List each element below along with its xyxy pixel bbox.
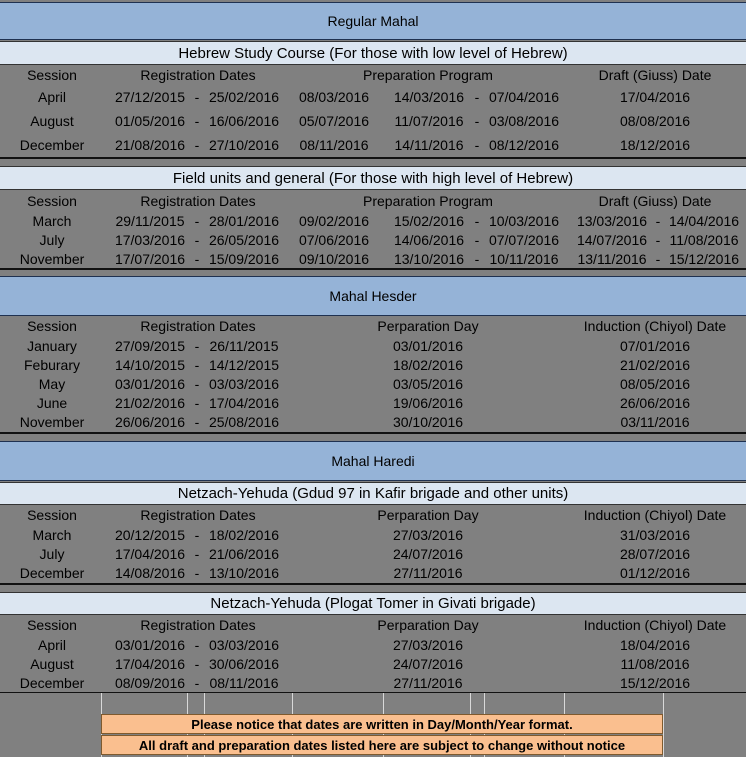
registration-start: 21/08/2016 bbox=[114, 137, 186, 153]
preparation-date: 07/06/2016 bbox=[298, 231, 370, 248]
field-header-row bbox=[0, 191, 746, 211]
preparation-start: 11/07/2016 bbox=[394, 113, 464, 129]
header-draft: Draft (Giuss) Date bbox=[598, 193, 712, 209]
date-dash: - bbox=[194, 394, 200, 411]
preparation-start: 14/06/2016 bbox=[393, 231, 465, 248]
induction-date: 21/02/2016 bbox=[619, 356, 691, 373]
registration-end: 21/06/2016 bbox=[208, 545, 280, 562]
draft-start: 13/03/2016 bbox=[576, 212, 648, 229]
registration-start: 27/09/2015 bbox=[114, 337, 186, 354]
session-name: March bbox=[32, 526, 72, 543]
registration-end: 30/06/2016 bbox=[208, 655, 280, 672]
header-induction: Induction (Chiyol) Date bbox=[583, 318, 727, 334]
registration-start: 03/01/2016 bbox=[114, 375, 186, 392]
hebrew-course-title bbox=[0, 41, 746, 65]
date-dash: - bbox=[655, 250, 661, 267]
draft-date: 08/08/2016 bbox=[619, 113, 691, 129]
preparation-start: 15/02/2016 bbox=[393, 212, 465, 229]
preparation-day: 19/06/2016 bbox=[392, 394, 464, 411]
draft-end: 11/08/2016 bbox=[669, 231, 739, 248]
date-dash: - bbox=[194, 137, 200, 153]
header-preparation-day: Perparation Day bbox=[377, 318, 479, 334]
kafir-header-row bbox=[0, 505, 746, 525]
table-row bbox=[0, 133, 746, 159]
date-dash: - bbox=[194, 113, 200, 129]
preparation-day: 30/10/2016 bbox=[392, 414, 464, 430]
preparation-day: 27/03/2016 bbox=[392, 636, 464, 653]
regular-mahal-title bbox=[0, 2, 746, 40]
preparation-date: 08/03/2016 bbox=[298, 89, 370, 105]
registration-end: 28/01/2016 bbox=[208, 212, 280, 229]
change-notice-note bbox=[101, 735, 663, 755]
header-registration: Registration Dates bbox=[140, 67, 256, 83]
kafir-title-text: Netzach-Yehuda (Gdud 97 in Kafir brigade and other units) bbox=[177, 485, 569, 502]
date-dash: - bbox=[194, 526, 200, 543]
session-name: July bbox=[39, 231, 65, 248]
table-row bbox=[0, 374, 746, 393]
table-row bbox=[0, 654, 746, 673]
header-session: Session bbox=[27, 193, 77, 209]
regular-mahal-title-text: Regular Mahal bbox=[327, 13, 419, 29]
preparation-start: 13/10/2016 bbox=[393, 250, 465, 267]
registration-start: 27/12/2015 bbox=[114, 89, 186, 105]
draft-start: 13/11/2016 bbox=[577, 250, 647, 267]
date-dash: - bbox=[194, 250, 200, 267]
date-dash: - bbox=[474, 212, 480, 229]
preparation-day: 24/07/2016 bbox=[392, 655, 464, 672]
header-registration: Registration Dates bbox=[140, 507, 256, 523]
registration-end: 26/05/2016 bbox=[208, 231, 280, 248]
header-preparation-day: Perparation Day bbox=[377, 617, 479, 633]
registration-end: 25/02/2016 bbox=[208, 89, 280, 105]
table-row bbox=[0, 211, 746, 230]
header-induction: Induction (Chiyol) Date bbox=[583, 507, 727, 523]
field-units-title-text: Field units and general (For those with high level of Hebrew) bbox=[172, 169, 574, 187]
date-dash: - bbox=[474, 113, 480, 129]
hebrew-header-row bbox=[0, 65, 746, 85]
session-name: April bbox=[37, 89, 66, 105]
mahal-haredi-title-text: Mahal Haredi bbox=[331, 453, 415, 469]
change-notice-note-text: All draft and preparation dates listed here are subject to change without notice bbox=[138, 737, 626, 753]
induction-date: 03/11/2016 bbox=[620, 414, 690, 430]
givati-header-row bbox=[0, 615, 746, 635]
registration-end: 13/10/2016 bbox=[208, 565, 280, 581]
session-name: August bbox=[30, 655, 74, 672]
givati-title-text: Netzach-Yehuda (Plogat Tomer in Givati brigade) bbox=[210, 595, 536, 612]
preparation-day: 24/07/2016 bbox=[392, 545, 464, 562]
table-row bbox=[0, 336, 746, 355]
draft-date: 17/04/2016 bbox=[619, 89, 691, 105]
date-dash: - bbox=[655, 231, 661, 248]
preparation-end: 10/03/2016 bbox=[488, 212, 560, 229]
registration-end: 08/11/2016 bbox=[209, 674, 279, 691]
session-name: July bbox=[39, 545, 65, 562]
registration-end: 16/06/2016 bbox=[208, 113, 280, 129]
mahal-hesder-title-text: Mahal Hesder bbox=[329, 288, 417, 304]
registration-end: 26/11/2015 bbox=[209, 337, 279, 354]
registration-start: 26/06/2016 bbox=[114, 414, 186, 430]
date-dash: - bbox=[194, 565, 200, 581]
session-name: April bbox=[37, 636, 66, 653]
date-format-note-text: Please notice that dates are written in Day/Month/Year format. bbox=[191, 716, 573, 732]
kafir-title bbox=[0, 482, 746, 505]
table-row bbox=[0, 412, 746, 434]
registration-start: 01/05/2016 bbox=[114, 113, 186, 129]
date-dash: - bbox=[194, 89, 200, 105]
draft-end: 15/12/2016 bbox=[668, 250, 740, 267]
session-name: December bbox=[19, 565, 85, 581]
session-name: November bbox=[19, 250, 85, 267]
header-registration: Registration Dates bbox=[140, 617, 256, 633]
date-dash: - bbox=[194, 545, 200, 562]
date-dash: - bbox=[194, 212, 200, 229]
mahal-haredi-title bbox=[0, 441, 746, 481]
date-dash: - bbox=[194, 231, 200, 248]
date-dash: - bbox=[194, 414, 200, 430]
registration-end: 25/08/2016 bbox=[208, 414, 280, 430]
table-row bbox=[0, 109, 746, 133]
registration-end: 15/09/2016 bbox=[208, 250, 280, 267]
preparation-end: 08/12/2016 bbox=[488, 137, 560, 153]
registration-start: 20/12/2015 bbox=[114, 526, 186, 543]
induction-date: 26/06/2016 bbox=[619, 394, 691, 411]
draft-date: 18/12/2016 bbox=[619, 137, 691, 153]
header-preparation-day: Perparation Day bbox=[377, 507, 479, 523]
table-row bbox=[0, 635, 746, 654]
induction-date: 18/04/2016 bbox=[619, 636, 691, 653]
registration-start: 08/09/2016 bbox=[114, 674, 186, 691]
registration-start: 29/11/2015 bbox=[115, 212, 185, 229]
induction-date: 01/12/2016 bbox=[619, 565, 691, 581]
registration-end: 27/10/2016 bbox=[208, 137, 280, 153]
registration-start: 03/01/2016 bbox=[114, 636, 186, 653]
preparation-day: 27/11/2016 bbox=[393, 565, 463, 581]
registration-end: 03/03/2016 bbox=[208, 636, 280, 653]
preparation-end: 03/08/2016 bbox=[488, 113, 560, 129]
date-dash: - bbox=[194, 356, 200, 373]
session-name: June bbox=[36, 394, 68, 411]
registration-start: 14/10/2015 bbox=[114, 356, 186, 373]
session-name: January bbox=[27, 337, 77, 354]
draft-start: 14/07/2016 bbox=[576, 231, 648, 248]
preparation-day: 27/11/2016 bbox=[393, 674, 463, 691]
header-session: Session bbox=[27, 67, 77, 83]
induction-date: 11/08/2016 bbox=[620, 655, 690, 672]
date-format-note bbox=[101, 714, 663, 734]
session-name: November bbox=[19, 414, 85, 430]
hebrew-course-title-text: Hebrew Study Course (For those with low level of Hebrew) bbox=[178, 44, 568, 62]
header-registration: Registration Dates bbox=[140, 193, 256, 209]
registration-start: 14/08/2016 bbox=[114, 565, 186, 581]
induction-date: 15/12/2016 bbox=[619, 674, 691, 691]
table-row bbox=[0, 673, 746, 694]
date-dash: - bbox=[474, 231, 480, 248]
givati-title bbox=[0, 592, 746, 615]
preparation-end: 07/04/2016 bbox=[488, 89, 560, 105]
preparation-end: 10/11/2016 bbox=[489, 250, 559, 267]
header-session: Session bbox=[27, 318, 77, 334]
date-dash: - bbox=[474, 250, 480, 267]
table-row bbox=[0, 85, 746, 109]
draft-end: 14/04/2016 bbox=[668, 212, 740, 229]
registration-start: 17/03/2016 bbox=[114, 231, 186, 248]
registration-end: 03/03/2016 bbox=[208, 375, 280, 392]
table-row bbox=[0, 355, 746, 374]
date-dash: - bbox=[194, 674, 200, 691]
session-name: March bbox=[32, 212, 72, 229]
table-row bbox=[0, 525, 746, 544]
registration-start: 21/02/2016 bbox=[114, 394, 186, 411]
table-row bbox=[0, 563, 746, 585]
induction-date: 31/03/2016 bbox=[619, 526, 691, 543]
induction-date: 07/01/2016 bbox=[619, 337, 691, 354]
date-dash: - bbox=[194, 375, 200, 392]
preparation-day: 18/02/2016 bbox=[392, 356, 464, 373]
registration-end: 14/12/2015 bbox=[208, 356, 280, 373]
header-draft: Draft (Giuss) Date bbox=[598, 67, 712, 83]
induction-date: 28/07/2016 bbox=[619, 545, 691, 562]
date-dash: - bbox=[194, 636, 200, 653]
hesder-header-row bbox=[0, 316, 746, 336]
preparation-day: 03/01/2016 bbox=[392, 337, 464, 354]
session-name: December bbox=[19, 674, 85, 691]
preparation-date: 05/07/2016 bbox=[298, 113, 370, 129]
table-row bbox=[0, 393, 746, 412]
table-row bbox=[0, 544, 746, 563]
preparation-start: 14/11/2016 bbox=[394, 137, 464, 153]
header-preparation: Preparation Program bbox=[363, 193, 493, 209]
field-units-title bbox=[0, 166, 746, 190]
date-dash: - bbox=[194, 337, 200, 354]
session-name: Feburary bbox=[23, 356, 81, 373]
header-registration: Registration Dates bbox=[140, 318, 256, 334]
preparation-day: 03/05/2016 bbox=[392, 375, 464, 392]
date-dash: - bbox=[655, 212, 661, 229]
registration-start: 17/04/2016 bbox=[114, 655, 186, 672]
header-session: Session bbox=[27, 507, 77, 523]
header-preparation: Preparation Program bbox=[363, 67, 493, 83]
header-induction: Induction (Chiyol) Date bbox=[583, 617, 727, 633]
session-name: December bbox=[19, 137, 85, 153]
preparation-date: 09/02/2016 bbox=[298, 212, 370, 229]
preparation-date: 09/10/2016 bbox=[298, 250, 370, 267]
registration-end: 17/04/2016 bbox=[208, 394, 280, 411]
date-dash: - bbox=[474, 89, 480, 105]
preparation-day: 27/03/2016 bbox=[392, 526, 464, 543]
preparation-date: 08/11/2016 bbox=[299, 137, 369, 153]
date-dash: - bbox=[474, 137, 480, 153]
registration-start: 17/07/2016 bbox=[114, 250, 186, 267]
table-row bbox=[0, 249, 746, 270]
session-name: May bbox=[38, 375, 66, 392]
grid-line bbox=[663, 693, 664, 757]
table-row bbox=[0, 230, 746, 249]
induction-date: 08/05/2016 bbox=[619, 375, 691, 392]
header-session: Session bbox=[27, 617, 77, 633]
registration-start: 17/04/2016 bbox=[114, 545, 186, 562]
preparation-end: 07/07/2016 bbox=[488, 231, 560, 248]
date-dash: - bbox=[194, 655, 200, 672]
preparation-start: 14/03/2016 bbox=[393, 89, 465, 105]
registration-end: 18/02/2016 bbox=[208, 526, 280, 543]
session-name: August bbox=[30, 113, 74, 129]
mahal-hesder-title bbox=[0, 276, 746, 316]
